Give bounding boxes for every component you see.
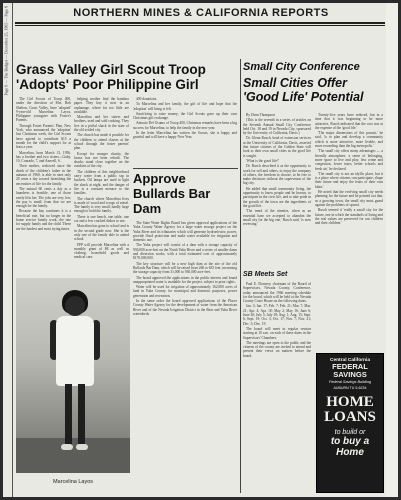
paragraph: The church where Marcelina lives is made of wood and scraps of metal. The family is very small, hardly large enough to hold the family. [74, 196, 129, 214]
byline: By Dean Thompson [246, 113, 275, 117]
paragraph: (This is the seventh in a series of articles on the Seventh Annual Small City Conference held Oct. 18 and 19 in Nevada City, sponsored by the University of California, Davis.) [243, 118, 311, 136]
newspaper-page [3, 3, 386, 497]
headline-bullards: Approve Bullards Bar Dam [133, 171, 211, 216]
paragraph: 'What is the good life?' [246, 158, 280, 163]
ad-home-loans: HOME LOANS [324, 394, 376, 425]
paragraph: The natural 60 cents a day as a laundress is feasible, one of those rarely lifts her. The jobs are very few, the pay is small, from that we are enough for the family. [16, 186, 71, 209]
paragraph: The key structure will be a new high dam at the site of the old Bullards Bar Dam, which will be raised from 260 to 635 feet, increasing the storage capacity from 31,000 to 930,000 acre-feet. [133, 261, 237, 275]
paragraph: Dr. Rusch described it as the opportunity to work for self and others, to enjoy the company of others, the freedom to choose, to be free to make decisions without the supervision of the big city. [243, 164, 311, 186]
masthead: NORTHERN MINES & CALIFORNIA REPORTS [73, 7, 329, 19]
paragraph: Antonio Del Ocamo of Troop 400, Christmas remarks have been a big success for Marcelina, to help the family in the new year. [133, 121, 237, 130]
paragraph: 'The trend of the nineties, when as an essential base we accepted to abandon the small city for the big one,' Rusch said, 'is now reversing.' [243, 209, 311, 227]
paragraph: Water will be used for irrigation of approximately 162,000 acres of land in Yuba County, for municipal and domestic purposes, power generation and recreation. [133, 285, 237, 298]
paragraph: FPP will provide Marcelina with a monthly grant of $8 as well as clothing, household goods and medical care. [74, 242, 129, 260]
paragraph: The board will meet in regular session starting at 10 a.m. on each of these dates in the Supervisors' Chambers. [243, 326, 311, 340]
paragraph: Their mother, widowed since the death of the children's father in the autumn of 1960, is able to earn only 20 cents a day toward furnishing the necessities of life for the family. [16, 164, 71, 186]
paragraph: In the same order the board approved applications of the Placer County Water Agency for the development of water from the American River and of the Nevada Irrigation District in the Bear and Yuba River watersheds. [133, 299, 237, 316]
sb-meets-heading: SB Meets Set [243, 271, 288, 278]
masthead-rule-bottom [15, 25, 385, 26]
paragraph: The meetings are open to the public and the citizens of the county are invited to attend and present their views on matters before the board. [243, 340, 311, 358]
paragraph: Through Foster Parents' Plan, New York, who announced the 'adoption' last Christmas week, the Girl Scouts have agreed to contribute $15 a month for the child's support for at least a year. [16, 123, 71, 150]
bullards-body [133, 221, 237, 493]
photo-caption: Marcelina Layos [52, 479, 94, 485]
column-divider [240, 59, 241, 493]
paragraph: Jan. 3; Jan. 17; Feb. 7; Feb. 21; Mar. 7; Mar. 21; Apr. 4; Apr. 18; May 2; May 16; June 6; June 20; July 5; July 18; Aug. 1; Aug. 15; Sept. 6; Sept. 19; Oct. 3; Oct. 17; Nov. 7; Nov. 21; Dec. 5; Dec. 19. [243, 304, 311, 326]
paragraph: Rusch termed it 'really a small city for the future, one in which the standards of living and the real values are preserved for our children and their children.' [315, 208, 383, 226]
photo-figure-leg-left [65, 384, 72, 446]
small-city-col-1 [243, 113, 311, 269]
paragraph: Marcelina and her sisters and brothers, used and sold cooking. They live in a pitiful shack in the state of the old settled city. [74, 115, 129, 133]
paragraph: Marcelina, born March 13, 1956, has a brother and two sisters—Gaby, 10, Conrado, 7, and Anecell, 6. [16, 150, 71, 164]
photo-marcelina [16, 278, 130, 473]
paragraph: Dr. Glenn Rusch, head of extension services at the University of California, Davis, asserted that future citizens of the Golden State will look to their own small cities as the good life is sought. [243, 136, 311, 158]
paragraph: To Marcelina and her family, the gift of life and hope that the 'adoption' will bring is felt. [133, 102, 237, 111]
paragraph: He added that small community living, the opportunity to know people and be known, to participate in the civic life, and to take pride in the growth of the town are the ingredients of the good life. [243, 186, 311, 208]
savings-advertisement [316, 353, 384, 493]
paragraph: The children of this neighborhood carry water from a public tap in buckets. Oil lamps are used to light the shack at night, and the danger of fire is a constant menace to the families. [74, 169, 129, 196]
ad-line-bank: Central California [330, 358, 370, 363]
philippine-col-2 [74, 97, 129, 275]
sb-meets-body [243, 282, 311, 492]
ad-line-phone: AUBURN TU 5-6234 [333, 386, 367, 390]
paragraph: He noted that the evolving small city needs planning for the future and he pointed out that, as a growing town, the small city must guard against the problems of sprawl. [315, 190, 383, 207]
photo-ground [16, 438, 130, 473]
paragraph: The Girl Scouts of Troop 400, under the direction of Mrs. Bob Shelton, Grass Valley, have 'adopted' 9-year-old Marcelina Layos, Philippine youngster with Foster's Parents. [16, 97, 71, 123]
paragraph: Sacrificing to raise money, the Girl Scouts gave up their own Christmas gift exchange. [133, 111, 237, 121]
photo-figure-shoe-right [76, 444, 88, 450]
photo-figure-face [65, 296, 85, 316]
philippine-col-1 [16, 97, 71, 275]
paragraph: Except for meager charity, the house has not been rebuilt. The shacks stand close together on the outskirts of the city. [74, 151, 129, 169]
page-spine [3, 3, 13, 497]
headline-girl-scout: Grass Valley Girl Scout Troop 'Adopts' Poor Philippine Girl [16, 62, 206, 92]
photo-figure-dress [56, 316, 94, 386]
photo-figure-leg-right [78, 384, 85, 446]
paragraph: 'The small city is not an idyllic place, but it is a place where citizens can participate, shape their future and enjoy the fruits of their own labor.' [315, 171, 383, 189]
paragraph: 'The major dimensions of this pursuit,' he said, 'is to plan and develop a community which is more attractive, more livable, and more rewarding than the big metropolis.' [315, 131, 383, 149]
masthead-rule-top [15, 22, 385, 24]
small-city-label: Small City Conference [243, 61, 360, 73]
photo-figure-shoe-left [61, 444, 73, 450]
bullards-top-rule [133, 168, 238, 169]
paragraph: Because the bay continues it is a beneficial rate, but no longer in the home service family work, the rate for supply family and the child. These are the hardest and most trying times. [16, 209, 71, 231]
philippine-col-3 [133, 97, 237, 167]
ad-line-build: to build or [334, 429, 366, 436]
paragraph: In the letter Marcelina has written the Scouts, she is happy and grateful and will have a happy New Year. [133, 131, 237, 140]
paragraph: 'The small city offers many advantages — a friendly atmosphere, a sense of belonging, more space to live and play, less crime and congestion, lower taxes, better schools and fresh air,' he declared. [315, 149, 383, 171]
ad-line-buy: to buy a Home [330, 436, 370, 458]
paragraph: There is one bench, one table, one cot and a few cracked dishes to use. [74, 214, 129, 224]
headline-small-cities: Small Cities Offer 'Good Life' Potential [243, 76, 364, 104]
paragraph: helping mother find the bamboo paper. They buy it now in an orphanage, where far too little are available. [74, 97, 129, 114]
paragraph: Marcelina has gone to school and is in the second grade now. She is the only one of the family able to attend school. [74, 224, 129, 242]
ad-line-federal-savings: FEDERAL SAVINGS [332, 362, 368, 379]
paragraph: The board approved the applications in the public interest and found unappropriated water is available for the project, subject to prior rights. [133, 275, 237, 284]
paragraph: The State Water Rights Board has given approval applications of the Yuba County Water Agency for a large water storage project on the Yuba River and its tributaries which will generate hydroelectric power, provide flood protection and make water available for irrigation and domestic use. [133, 221, 237, 243]
ad-line-building: Federal Savings Building [328, 380, 371, 384]
paragraph: 400 donations. [136, 97, 158, 101]
spine-text: Page 6 — The Budget — December 25, 1965 — Page 6 [3, 5, 9, 96]
small-city-col-2 [315, 113, 383, 349]
paragraph: Twenty-five years have reduced, but in a time that it was beginning to be more attractive, Rusch indicated that the cost was at the expense of the 'good life.' [315, 113, 383, 130]
paragraph: The Yuba project will consist of a dam with a storage capacity of 930,000 acre-feet on the North Yuba River and a series of smaller dams and diversion works, with a total estimated cost of approximately $170,000,000. [133, 243, 237, 261]
paragraph: Paul E. Downey, chairman of the Board of Supervisors, Nevada County, Conference, today announced the 1966 meeting schedule for the board, which will be held at the Nevada County Court House on the following dates: [243, 282, 311, 304]
page-edge [386, 3, 398, 497]
paragraph: The church has made it possible for the children to attend classes at the school through the foster parents' plan. [74, 133, 129, 151]
